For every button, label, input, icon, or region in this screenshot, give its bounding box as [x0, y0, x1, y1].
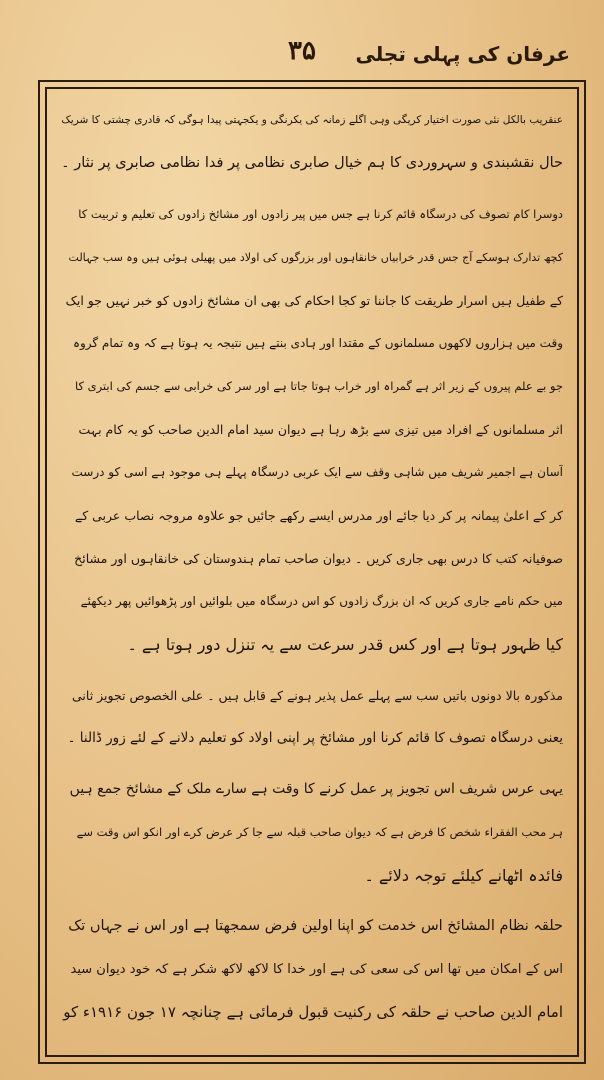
- text-line: اثر مسلمانوں کے افراد میں تیزی سے بڑھ رہا ہے دیوان سید امام الدین صاحب کو یہ کام بہت: [78, 422, 563, 437]
- text-line: میں حکم نامے جاری کریں کہ ان بزرگ زادوں کو اس درسگاہ میں بلوائیں اور پڑھوائیں پھر دیکھئے: [80, 594, 563, 608]
- text-line: عنقریب بالکل نئی صورت اختیار کریگی وہی اگلے زمانہ کی یکرنگی و یکجہتی پیدا ہوگی کہ قادری چشتی کا شریک: [61, 114, 563, 126]
- text-line: صوفیانہ کتب کا درس بھی جاری کریں ۔ دیوان صاحب تمام ہندوستان کی خانقاہوں اور مشائخ: [74, 551, 563, 566]
- text-line: کچھ تدارک ہوسکے آج جس قدر خرابیاں خانقاہوں اور بزرگوں کی اولاد میں پھیلی ہوئی ہیں وہ سب جہالت: [68, 251, 563, 264]
- text-line: کر کے اعلیٰ پیمانہ پر کر دیا جائے اور مدرس ایسے رکھے جائیں جو علاوہ مروجہ نصاب عربی کے: [74, 508, 563, 523]
- text-frame-outer: [38, 80, 586, 1064]
- text-line: اس کے امکان میں تھا اس کی سعی کی ہے اور خدا کا لاکھ لاکھ شکر ہے کہ خود دیوان سید: [70, 962, 563, 977]
- text-line: یعنی درسگاہ تصوف کا قائم کرنا اور مشائخ پر اپنی اولاد کو تعلیم دلانے کے لئے زور ڈالنا ۔: [67, 730, 563, 746]
- text-line: مذکورہ بالا دونوں باتیں سب سے پہلے عمل پذیر ہونے کے قابل ہیں ۔ علی الخصوص تجویز ثانی: [71, 688, 563, 703]
- page-number: ۳۵: [288, 36, 316, 66]
- text-line: دوسرا کام تصوف کی درسگاہ قائم کرنا ہے جس میں پیر زادوں اور مشائخ زادوں کی تعلیم و تربیت کا: [78, 207, 563, 221]
- text-line: جو بے علم پیروں کے زیر اثر ہے گمراہ اور خراب ہوتا جاتا ہے اور سر کی خرابی سے جسم کی ابتری کا: [74, 379, 563, 393]
- page-header: [26, 30, 578, 78]
- text-line: امام الدین صاحب نے حلقہ کی رکنیت قبول فرمائی ہے چنانچہ ۱۷ جون ۱۹۱۶ء کو: [63, 1003, 563, 1021]
- text-line: یہی عرس شریف اس تجویز پر عمل کرنے کا وقت ہے سارے ملک کے مشائخ جمع ہیں: [69, 781, 563, 797]
- text-line: حلقہ نظام المشائخ اس خدمت کو اپنا اولین فرض سمجھتا ہے اور اس نے جہاں تک: [68, 918, 563, 934]
- body-text: [61, 99, 563, 1045]
- text-line: آسان ہے اجمیر شریف میں شاہی وقف سے ایک عربی درسگاہ پہلے ہی موجود ہے اسی کو درست: [71, 465, 563, 479]
- text-line: حال نقشبندی و سہروردی کا ہم خیال صابری نظامی پر فدا نظامی صابری پر نثار ۔: [61, 155, 563, 171]
- text-line: کیا ظہور ہوتا ہے اور کس قدر سرعت سے یہ تنزل دور ہوتا ہے ۔: [127, 635, 563, 654]
- text-line: فائدہ اٹھانے کیلئے توجہ دلائے ۔: [364, 866, 563, 885]
- running-title: عرفان کی پہلی تجلی: [355, 42, 570, 66]
- text-line: کے طفیل ہیں اسرار طریقت کا جاننا تو کجا احکام کی بھی ان مشائخ زادوں کو خبر نہیں جو ایک: [65, 293, 563, 308]
- text-line: وقت میں ہزاروں لاکھوں مسلمانوں کے مقتدا اور ہادی بنتے ہیں نتیجہ یہ ہوتا ہے کہ وہ تمام گروہ: [72, 336, 563, 350]
- text-frame-inner: [45, 87, 579, 1057]
- text-line: ہر محب الفقراء شخص کا فرض ہے کہ دیوان صاحب قبلہ سے جا کر عرض کرے اور انکو اس وقت سے: [76, 825, 563, 839]
